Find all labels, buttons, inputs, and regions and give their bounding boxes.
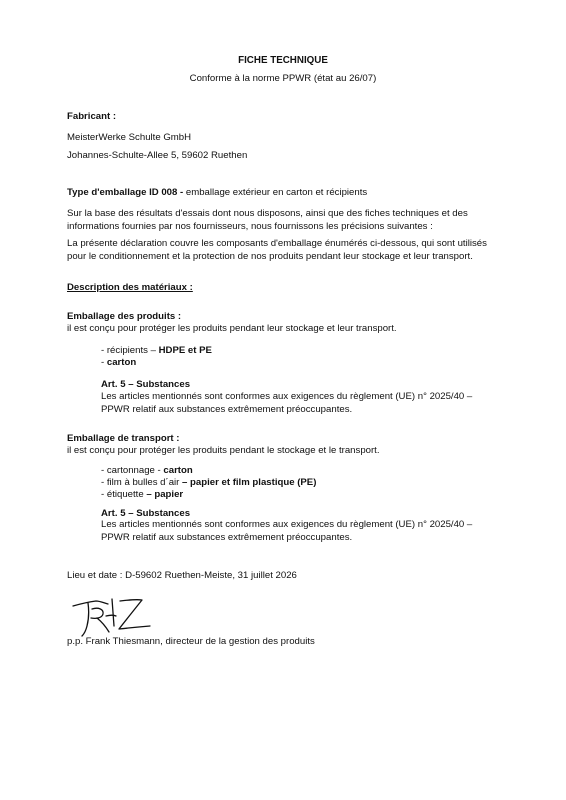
handwritten-signature — [72, 596, 156, 638]
transport-article-heading: Art. 5 – Substances — [101, 508, 191, 519]
list-item: - carton — [101, 357, 137, 368]
list-item: - film à bulles d´air – papier et film plastique (PE) — [101, 477, 317, 488]
document-title: FICHE TECHNIQUE — [238, 55, 328, 66]
document-subtitle: Conforme à la norme PPWR (état au 26/07) — [189, 73, 377, 84]
transport-packaging-heading: Emballage de transport : — [67, 433, 180, 444]
product-article-text: Les articles mentionnés sont conformes aux exigences du règlement (UE) n° 2025/40 – PPWR relatif aux substances extrêmement préoccupantes. — [101, 391, 473, 415]
packaging-type-value: emballage extérieur en carton et récipients — [183, 187, 368, 198]
intro-paragraph-1: Sur la base des résultats d'essais dont nous disposons, ainsi que des fiches techniques et des informations fournies par nos fournisseurs, nous fournissons les précisions suivantes : — [67, 208, 468, 232]
manufacturer-address: Johannes-Schulte-Allee 5, 59602 Ruethen — [67, 150, 248, 161]
product-packaging-heading: Emballage des produits : — [67, 311, 182, 322]
product-article-heading: Art. 5 – Substances — [101, 379, 191, 390]
intro-paragraph-2: La présente déclaration couvre les composants d'emballage énumérés ci-dessous, qui sont utilisés pour le conditionnement et la protection de nos produits pendant leur stockage et leur transport. — [67, 238, 487, 262]
list-item: - étiquette – papier — [101, 489, 184, 500]
packaging-type-label: Type d'emballage ID 008 - — [67, 187, 184, 198]
place-and-date: Lieu et date : D-59602 Ruethen-Meiste, 31 juillet 2026 — [67, 570, 297, 581]
manufacturer-name: MeisterWerke Schulte GmbH — [67, 132, 192, 143]
product-packaging-description: il est conçu pour protéger les produits pendant leur stockage et leur transport. — [67, 323, 397, 334]
signatory: p.p. Frank Thiesmann, directeur de la gestion des produits — [67, 636, 315, 647]
transport-article-text: Les articles mentionnés sont conformes aux exigences du règlement (UE) n° 2025/40 – PPWR relatif aux substances extrêmement préoccupantes. — [101, 519, 473, 543]
list-item: - récipients – HDPE et PE — [101, 345, 212, 356]
packaging-type — [67, 187, 367, 198]
list-item: - cartonnage - carton — [101, 465, 193, 476]
manufacturer-label: Fabricant : — [67, 111, 117, 122]
materials-heading: Description des matériaux : — [67, 282, 193, 293]
transport-packaging-description: il est conçu pour protéger les produits pendant le stockage et le transport. — [67, 445, 380, 456]
